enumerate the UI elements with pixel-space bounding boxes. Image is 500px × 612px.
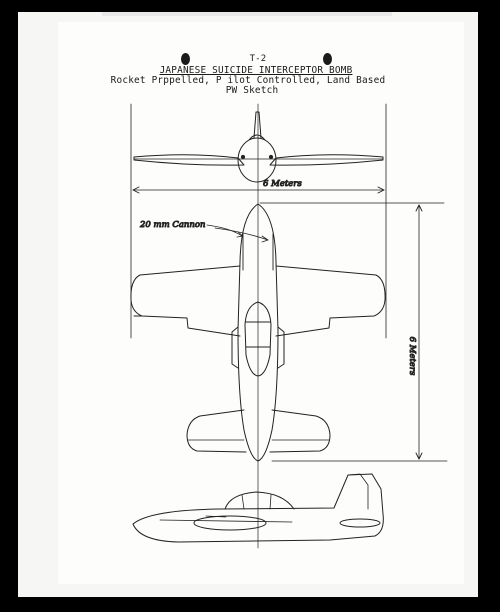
- top-view-wing-right: [276, 266, 385, 336]
- front-view-fin: [254, 112, 261, 138]
- tailplane-right: [270, 410, 330, 452]
- document-caption: PW Sketch: [225, 85, 279, 96]
- front-view: [134, 112, 383, 182]
- front-view-wing: [270, 155, 383, 165]
- page-number: T-2: [249, 54, 267, 64]
- cannon-label: 20 mm Cannon: [140, 220, 206, 230]
- length-label: 6 Meters: [407, 336, 417, 376]
- tailplane-left: [187, 410, 246, 452]
- wingspan-label: 6 Meters: [263, 179, 302, 189]
- cannon-leader: [207, 225, 242, 236]
- front-view-fuselage: [238, 138, 276, 182]
- side-view-canopy: [225, 492, 294, 509]
- top-view-wing-left: [131, 266, 240, 336]
- document-title: JAPANESE SUICIDE INTERCEPTOR BOMB: [159, 65, 353, 76]
- document-subtitle: Rocket Prppelled, P ilot Controlled, Land Based: [110, 75, 386, 86]
- length-dimension: [260, 203, 447, 461]
- front-view-wing: [134, 155, 244, 165]
